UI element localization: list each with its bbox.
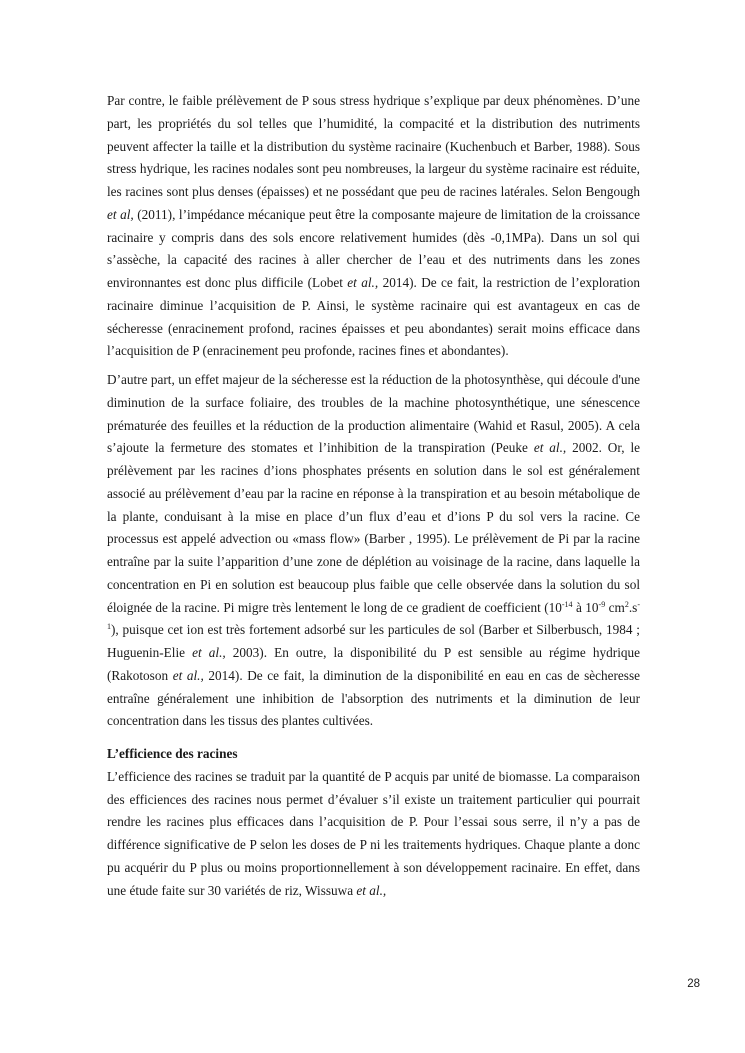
paragraph3-text-1: L’efficience des racines se traduit par la quantité de P acquis par unité de biomasse. La comparaison des efficiences des racines nous permet d’évaluer s’il existe un traitement particulier qui pourrait rendre les racines plus efficaces dans l’acquisition de P. Pour l’essai sous serre, il n’y a pas de différence significative de P selon les doses de P ni les traitements hydriques. Chaque plante a donc pu acquérir du P plus ou moins proportionnellement à son développement racinaire. En effet, dans une étude faite sur 30 variétés de riz, Wissuwa [107, 768, 640, 898]
paragraph1-italic-1: et al, [107, 206, 134, 222]
paragraph1-text-3: 2014). De ce fait, la restriction de l’exploration racinaire diminue l’acquisition de P. Ainsi, le système racinaire qui est avantageux en cas de sécheresse (enracinement profond, racines épaisses et peu abondantes) serait moins efficace dans l’acquisition de P (enracinement peu profonde, racines fines et abondantes). [107, 275, 640, 359]
paragraph2-text-1: D’autre part, un effet majeur de la sécheresse est la réduction de la photosynthèse, qui découle d'une diminution de la surface foliaire, des troubles de la machine photosynthétique, une sénescence prématurée des feuilles et la réduction de la production alimentaire (Wahid et Rasul, 2005). A cela s’ajoute la fermeture des stomates et l’inhibition de la transpiration (Peuke [107, 372, 640, 456]
page-body [107, 90, 640, 902]
paragraph2-italic-1: et al., [533, 440, 567, 456]
paragraph-root-efficiency [107, 766, 640, 903]
paragraph2-italic-3: et al., [172, 667, 204, 683]
paragraph1-text-2: (2011), l’impédance mécanique peut être la composante majeure de limitation de la croissance racinaire y compris dans des sols encore relativement humides (dès -0,1MPa). Dans un sol qui s’assèche, la capacité des racines à aller chercher de l’eau et des nutriments dans les zones environnantes est donc plus difficile (Lobet [107, 206, 640, 290]
page-number: 28 [687, 978, 700, 990]
paragraph2-text-7: 2003). En outre, la disponibilité du P est sensible au régime hydrique (Rakotoson [107, 645, 641, 683]
paragraph3-italic-1: et al., [356, 882, 387, 898]
paragraph2-italic-2: et al., [192, 645, 226, 660]
paragraph1-italic-2: et al., [347, 275, 379, 290]
exponent-minus-1: -1 [107, 599, 640, 632]
paragraph1-text-1: Par contre, le faible prélèvement de P sous stress hydrique s’explique par deux phénomènes. D’une part, les propriétés du sol telles que l’humidité, la compacité et la distribution des nutriments peuvent affecter la taille et la distribution du système racinaire (Kuchenbuch et Barber, 1988). Sous stress hydrique, les racines nodales sont peu nombreuses, la largeur du système racinaire est réduite, les racines sont plus denses (épaisses) et ne possédant que peu de racines latérales. Selon Bengough [107, 93, 640, 199]
exponent-minus-14: -14 [561, 599, 573, 609]
exponent-2: 2 [624, 599, 629, 609]
section-heading: L’efficience des racines [107, 746, 238, 761]
paragraph2-text-5: .s [628, 599, 638, 615]
paragraph2-text-6: ), puisque cet ion est très fortement adsorbé sur les particules de sol (Barber et Silberbusch, 1984 ; Huguenin-Elie [107, 622, 640, 660]
paragraph-photosynthesis-mass-flow [107, 369, 640, 733]
paragraph2-text-3: à 10 [572, 599, 599, 615]
paragraph2-text-2: 2002. Or, le prélèvement par les racines d’ions phosphates présents en solution dans le sol est généralement associé au prélèvement d’eau par la racine en réponse à la transpiration et au besoin métabolique de la plante, conduisant à la mise en place d’un flux d’eau et d’ions P du sol vers la racine. Ce processus est appelé advection ou «mass flow» (Barber , 1995). Le prélèvement de Pi par la racine entraîne par la suite l’apparition d’une zone de déplétion au voisinage de la racine, dans laquelle la concentration en Pi en solution est beaucoup plus faible que celle observée dans la solution du sol éloignée de la racine. Pi migre très lentement le long de ce gradient de coefficient (10 [107, 440, 641, 615]
exponent-minus-9: -9 [598, 599, 606, 609]
paragraph2-text-8: 2014). De ce fait, la diminution de la disponibilité en eau en cas de sècheresse entraîne généralement une inhibition de l'absorption des nutriments et la diminution de leur concentration dans les tissus des plantes cultivées. [107, 667, 641, 729]
paragraph2-text-4: cm [605, 599, 625, 615]
paragraph-phosphorus-uptake-drought [107, 90, 640, 363]
